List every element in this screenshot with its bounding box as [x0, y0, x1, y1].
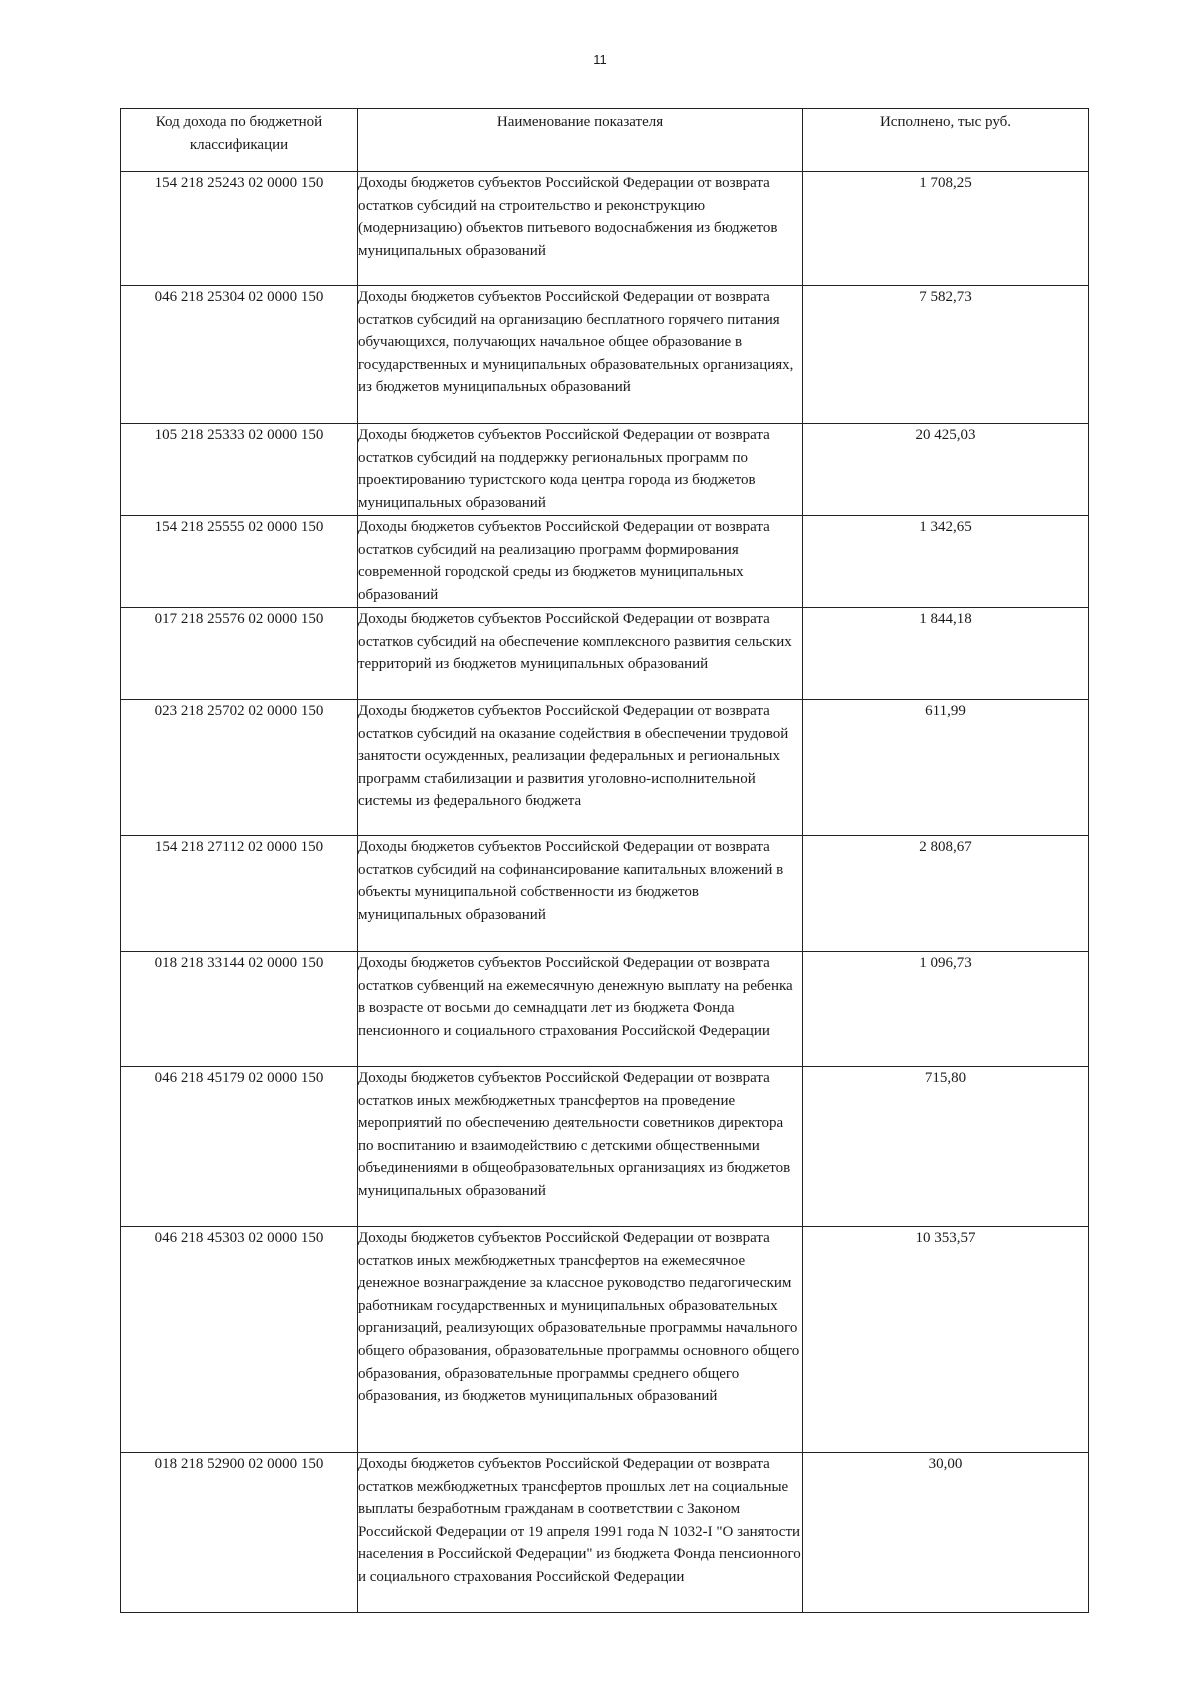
- row-value: 30,00: [803, 1453, 1089, 1613]
- table-row: [121, 424, 1089, 516]
- row-name: Доходы бюджетов субъектов Российской Федерации от возврата остатков субсидий на обеспечение комплексного развития сельских территорий из бюджетов муниципальных образований: [358, 608, 803, 700]
- row-name: Доходы бюджетов субъектов Российской Федерации от возврата остатков субсидий на поддержку региональных программ по проектированию туристского кода центра города из бюджетов муниципальных образований: [358, 424, 803, 516]
- row-code: 018 218 52900 02 0000 150: [121, 1453, 358, 1613]
- row-value: 1 708,25: [803, 172, 1089, 286]
- table-row: [121, 836, 1089, 952]
- table-row: [121, 700, 1089, 836]
- row-code: 046 218 25304 02 0000 150: [121, 286, 358, 424]
- row-name: Доходы бюджетов субъектов Российской Федерации от возврата остатков субсидий на реализацию программ формирования современной городской среды из бюджетов муниципальных образований: [358, 516, 803, 608]
- row-code: 023 218 25702 02 0000 150: [121, 700, 358, 836]
- row-name: Доходы бюджетов субъектов Российской Федерации от возврата остатков субсидий на софинансирование капитальных вложений в объекты муниципальной собственности из бюджетов муниципальных образований: [358, 836, 803, 952]
- row-value: 7 582,73: [803, 286, 1089, 424]
- row-name: Доходы бюджетов субъектов Российской Федерации от возврата остатков субсидий на строительство и реконструкцию (модернизацию) объектов питьевого водоснабжения из бюджетов муниципальных образований: [358, 172, 803, 286]
- row-name: Доходы бюджетов субъектов Российской Федерации от возврата остатков субвенций на ежемесячную денежную выплату на ребенка в возрасте от восьми до семнадцати лет из бюджета Фонда пенсионного и социального страхования Российской Федерации: [358, 952, 803, 1067]
- revenue-table: [120, 108, 1089, 1613]
- row-code: 154 218 25555 02 0000 150: [121, 516, 358, 608]
- row-name: Доходы бюджетов субъектов Российской Федерации от возврата остатков субсидий на организацию бесплатного горячего питания обучающихся, получающих начальное общее образование в государственных и муниципальных образовательных организациях, из бюджетов муниципальных образований: [358, 286, 803, 424]
- row-code: 018 218 33144 02 0000 150: [121, 952, 358, 1067]
- table-row: [121, 608, 1089, 700]
- row-value: 1 844,18: [803, 608, 1089, 700]
- table-row: [121, 286, 1089, 424]
- row-code: 105 218 25333 02 0000 150: [121, 424, 358, 516]
- row-name: Доходы бюджетов субъектов Российской Федерации от возврата остатков иных межбюджетных трансфертов на проведение мероприятий по обеспечению деятельности советников директора по воспитанию и взаимодействию с детскими общественными объединениями в общеобразовательных организациях из бюджетов муниципальных образований: [358, 1067, 803, 1227]
- row-name: Доходы бюджетов субъектов Российской Федерации от возврата остатков иных межбюджетных трансфертов на ежемесячное денежное вознаграждение за классное руководство педагогическим работникам государственных и муниципальных образовательных организаций, реализующих образовательные программы начального общего образования, образовательные программы основного общего образования, образовательные программы среднего общего образования, из бюджетов муниципальных образований: [358, 1227, 803, 1453]
- row-value: 1 096,73: [803, 952, 1089, 1067]
- row-value: 1 342,65: [803, 516, 1089, 608]
- header-value: Исполнено, тыс руб.: [803, 109, 1089, 172]
- table-row: [121, 1453, 1089, 1613]
- row-value: 2 808,67: [803, 836, 1089, 952]
- row-code: 046 218 45179 02 0000 150: [121, 1067, 358, 1227]
- row-code: 154 218 27112 02 0000 150: [121, 836, 358, 952]
- row-value: 611,99: [803, 700, 1089, 836]
- header-code: Код дохода по бюджетной классификации: [121, 109, 358, 172]
- header-name: Наименование показателя: [358, 109, 803, 172]
- table-row: [121, 172, 1089, 286]
- row-name: Доходы бюджетов субъектов Российской Федерации от возврата остатков субсидий на оказание содействия в обеспечении трудовой занятости осужденных, реализации федеральных и региональных программ стабилизации и развития уголовно-исполнительной системы из федерального бюджета: [358, 700, 803, 836]
- table-row: [121, 1067, 1089, 1227]
- row-name: Доходы бюджетов субъектов Российской Федерации от возврата остатков межбюджетных трансфертов прошлых лет на социальные выплаты безработным гражданам в соответствии с Законом Российской Федерации от 19 апреля 1991 года N 1032-I "О занятости населения в Российской Федерации" из бюджета Фонда пенсионного и социального страхования Российской Федерации: [358, 1453, 803, 1613]
- row-value: 20 425,03: [803, 424, 1089, 516]
- page-number: 11: [593, 52, 607, 67]
- row-code: 017 218 25576 02 0000 150: [121, 608, 358, 700]
- table-row: [121, 952, 1089, 1067]
- row-code: 046 218 45303 02 0000 150: [121, 1227, 358, 1453]
- table-header-row: [121, 109, 1089, 172]
- row-value: 715,80: [803, 1067, 1089, 1227]
- row-value: 10 353,57: [803, 1227, 1089, 1453]
- table-row: [121, 1227, 1089, 1453]
- table-row: [121, 516, 1089, 608]
- row-code: 154 218 25243 02 0000 150: [121, 172, 358, 286]
